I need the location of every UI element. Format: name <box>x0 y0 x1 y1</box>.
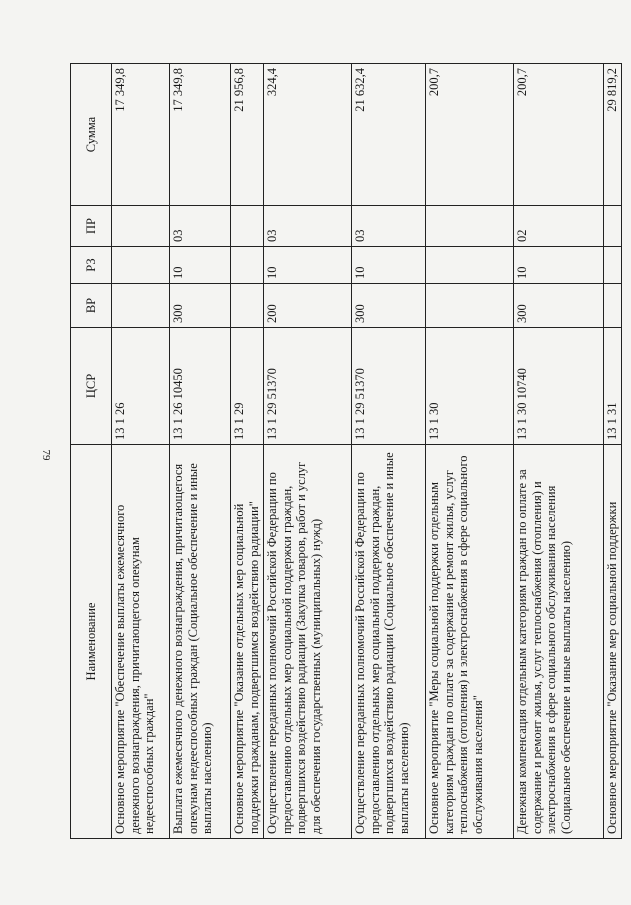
table-header-row <box>71 64 112 839</box>
row-rz: 10 <box>352 247 426 284</box>
row-vr: 300 <box>170 284 231 328</box>
row-csr: 13 1 26 10450 <box>170 328 231 445</box>
row-csr: 13 1 29 51370 <box>352 328 426 445</box>
row-name: Денежная компенсация отдельным категориям граждан по оплате за содержание и ремонт жилья, услуг теплоснабжения (отопления) и электроснабжения в сфере социального обслуживания населения (Социальное обеспечение и иные выплаты населению) <box>514 445 604 839</box>
row-sum: 21 956,8 <box>231 64 264 206</box>
budget-table-container <box>70 64 619 839</box>
header-vr: ВР <box>71 284 112 328</box>
table-row <box>604 64 622 839</box>
header-name: Наименование <box>71 445 112 839</box>
table-row <box>112 64 170 839</box>
row-sum: 17 349,8 <box>112 64 170 206</box>
row-rz: 10 <box>170 247 231 284</box>
row-pr <box>112 206 170 247</box>
row-name: Основное мероприятие "Меры социальной поддержки отдельным категориям граждан по оплате за содержание и ремонт жилья, услуг теплоснабжения (отопления) и электроснабжения в сфере социального обслуживания населения" <box>426 445 514 839</box>
row-vr: 300 <box>514 284 604 328</box>
row-vr: 300 <box>352 284 426 328</box>
row-csr: 13 1 30 <box>426 328 514 445</box>
row-sum: 29 819,2 <box>604 64 622 206</box>
budget-table <box>70 63 622 839</box>
row-rz <box>426 247 514 284</box>
row-vr <box>112 284 170 328</box>
row-rz: 10 <box>514 247 604 284</box>
row-pr <box>426 206 514 247</box>
table-row <box>514 64 604 839</box>
row-vr: 200 <box>264 284 352 328</box>
row-csr: 13 1 26 <box>112 328 170 445</box>
row-vr <box>426 284 514 328</box>
table-row <box>231 64 264 839</box>
row-name: Осуществление переданных полномочий Российской Федерации по предоставлению отдельных мер социальной поддержки граждан, подвергшихся воздействию радиации (Закупка товаров, работ и услуг для обеспечения государственных (муниципальных) нужд) <box>264 445 352 839</box>
row-rz <box>112 247 170 284</box>
row-vr <box>604 284 622 328</box>
table-row <box>352 64 426 839</box>
header-csr: ЦСР <box>71 328 112 445</box>
table-row <box>170 64 231 839</box>
row-name: Выплата ежемесячного денежного вознаграждения, причитающегося опекунам недееспособных граждан (Социальное обеспечение и иные выплаты населению) <box>170 445 231 839</box>
header-rz: РЗ <box>71 247 112 284</box>
row-rz <box>231 247 264 284</box>
row-csr: 13 1 29 51370 <box>264 328 352 445</box>
table-row <box>426 64 514 839</box>
row-name: Основное мероприятие "Оказание отдельных мер социальной поддержки гражданам, подвергшимся воздействию радиации" <box>231 445 264 839</box>
row-csr: 13 1 31 <box>604 328 622 445</box>
row-name: Осуществление переданных полномочий Российской Федерации по предоставлению отдельных мер социальной поддержки граждан, подвергшихся воздействию радиации (Социальное обеспечение и иные выплаты населению) <box>352 445 426 839</box>
row-sum: 200,7 <box>514 64 604 206</box>
row-pr <box>604 206 622 247</box>
row-pr: 03 <box>264 206 352 247</box>
table-row <box>264 64 352 839</box>
row-pr: 03 <box>352 206 426 247</box>
header-sum: Сумма <box>71 64 112 206</box>
row-pr <box>231 206 264 247</box>
row-sum: 324,4 <box>264 64 352 206</box>
row-csr: 13 1 30 10740 <box>514 328 604 445</box>
row-vr <box>231 284 264 328</box>
row-name: Основное мероприятие "Оказание мер социальной поддержки <box>604 445 622 839</box>
row-sum: 17 349,8 <box>170 64 231 206</box>
row-rz: 10 <box>264 247 352 284</box>
row-name: Основное мероприятие "Обеспечение выплаты ежемесячного денежного вознаграждения, причитающегося опекунам недееспособных граждан" <box>112 445 170 839</box>
row-pr: 03 <box>170 206 231 247</box>
row-pr: 02 <box>514 206 604 247</box>
row-rz <box>604 247 622 284</box>
page-number: 79 <box>40 449 52 461</box>
row-sum: 21 632,4 <box>352 64 426 206</box>
header-pr: ПР <box>71 206 112 247</box>
row-csr: 13 1 29 <box>231 328 264 445</box>
row-sum: 200,7 <box>426 64 514 206</box>
